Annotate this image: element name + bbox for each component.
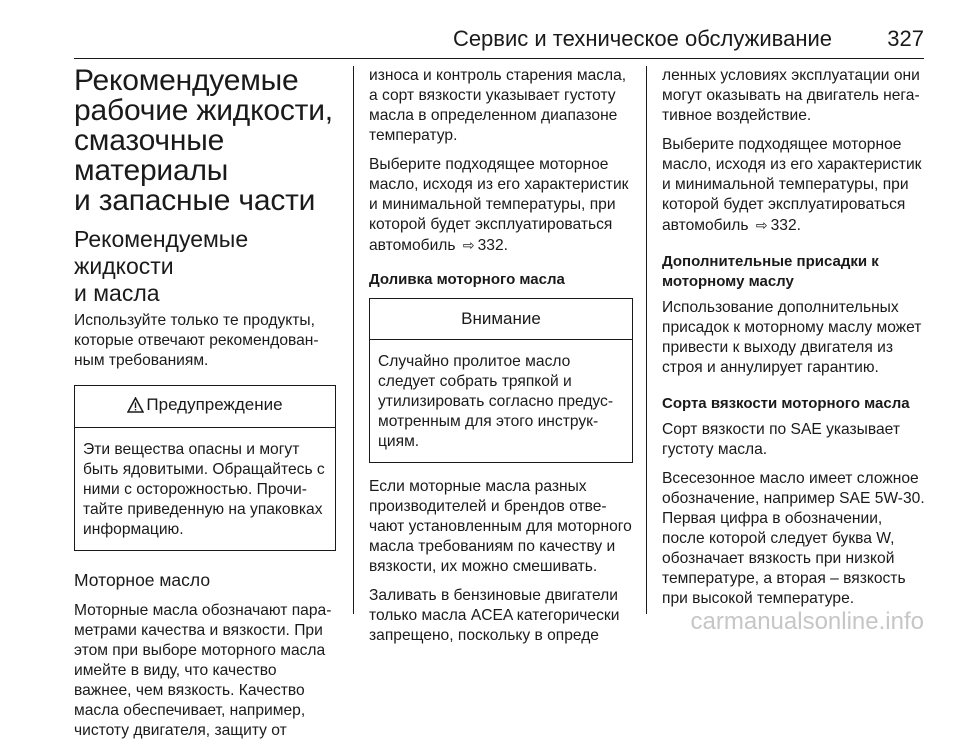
- topup-heading: Доливка моторного масла: [369, 271, 565, 288]
- engine-oil-heading: Моторное масло: [74, 570, 211, 590]
- notice-box-title: Внимание: [370, 299, 632, 340]
- viscosity-heading: Сорта вязкости моторного масла: [662, 395, 910, 412]
- paragraph: ленных условиях эксплуатации они могут оказывать на двигатель негативное воздействие.: [662, 67, 920, 124]
- paragraph: Всесезонное масло имеет сложное обозначение, например SAE 5W-30. Первая цифра в обозначении, после которой следует буква W, обозначает вязкость при низкой температуре, а вторая – вязкость при высокой температуре.: [662, 470, 925, 607]
- intro-paragraph: Используйте только те продукты, которые отвечают рекомендованным требованиям.: [74, 312, 319, 369]
- column-divider: [646, 66, 647, 614]
- chapter-title: Рекомендуемые рабочие жидкости, смазочные материалы и запасные части: [74, 64, 333, 217]
- reference-arrow-icon: ⇨: [755, 217, 768, 233]
- page-header: [74, 18, 924, 59]
- warning-triangle-icon: [127, 397, 144, 418]
- additives-paragraph: Использование дополнительных присадок к моторному маслу может привести к выходу двигателя из строя и аннулирует гарантию.: [662, 299, 922, 376]
- section-heading: Рекомендуемые жидкости и масла: [74, 226, 249, 306]
- warning-box: [74, 385, 336, 551]
- warning-box-text: Эти вещества опасны и могут быть ядовитыми. Обращайтесь с ними с осторожностью. Прочитайте приведенную на упаковках информацию.: [83, 441, 325, 538]
- watermark: carmanualsonline.info: [690, 608, 924, 635]
- page-number: 327: [887, 26, 924, 51]
- paragraph: Выберите подходящее моторное масло, исходя из его характеристик и минимальной температуры, при которой будет эксплуатироваться автомобиль ⇨ 332.: [369, 156, 629, 254]
- page-reference-link[interactable]: ⇨ 332.: [755, 217, 801, 234]
- column-2: [369, 66, 633, 655]
- paragraph: Если моторные масла разных производителей и брендов отвечают установленным для моторного масла требованиям по качеству и вязкости, их можно смешивать.: [369, 478, 632, 575]
- warning-box-title: Предупреждение: [75, 386, 335, 428]
- page-reference-link[interactable]: ⇨ 332.: [462, 237, 508, 254]
- notice-box-text: Случайно пролитое масло следует собрать тряпкой и утилизировать согласно предусмотренным для этого инструкциям.: [378, 353, 614, 450]
- column-1: [74, 66, 336, 750]
- additives-heading: Дополнительные присадки к моторному маслу: [662, 253, 879, 290]
- column-3: [662, 66, 926, 618]
- paragraph: Выберите подходящее моторное масло, исходя из его характеристик и минимальной температуры, при которой будет эксплуатироваться автомобиль ⇨ 332.: [662, 136, 922, 234]
- engine-oil-paragraph: Моторные масла обозначают параметрами качества и вязкости. При этом при выборе моторного масла имейте в виду, что качество важнее, чем вязкость. Качество масла обеспечивает, например, чистоту двигателя, защиту от: [74, 602, 332, 739]
- section-title: Сервис и техническое обслуживание: [452, 26, 832, 51]
- paragraph: Сорт вязкости по SAE указывает густоту масла.: [662, 421, 900, 458]
- reference-arrow-icon: ⇨: [462, 237, 475, 253]
- notice-box: [369, 298, 633, 463]
- paragraph: износа и контроль старения масла, а сорт вязкости указывает густоту масла в определенном диапазоне температур.: [369, 67, 627, 144]
- column-divider: [353, 66, 354, 614]
- paragraph: Заливать в бензиновые двигатели только масла ACEA категорически запрещено, поскольку в опреде: [369, 587, 620, 644]
